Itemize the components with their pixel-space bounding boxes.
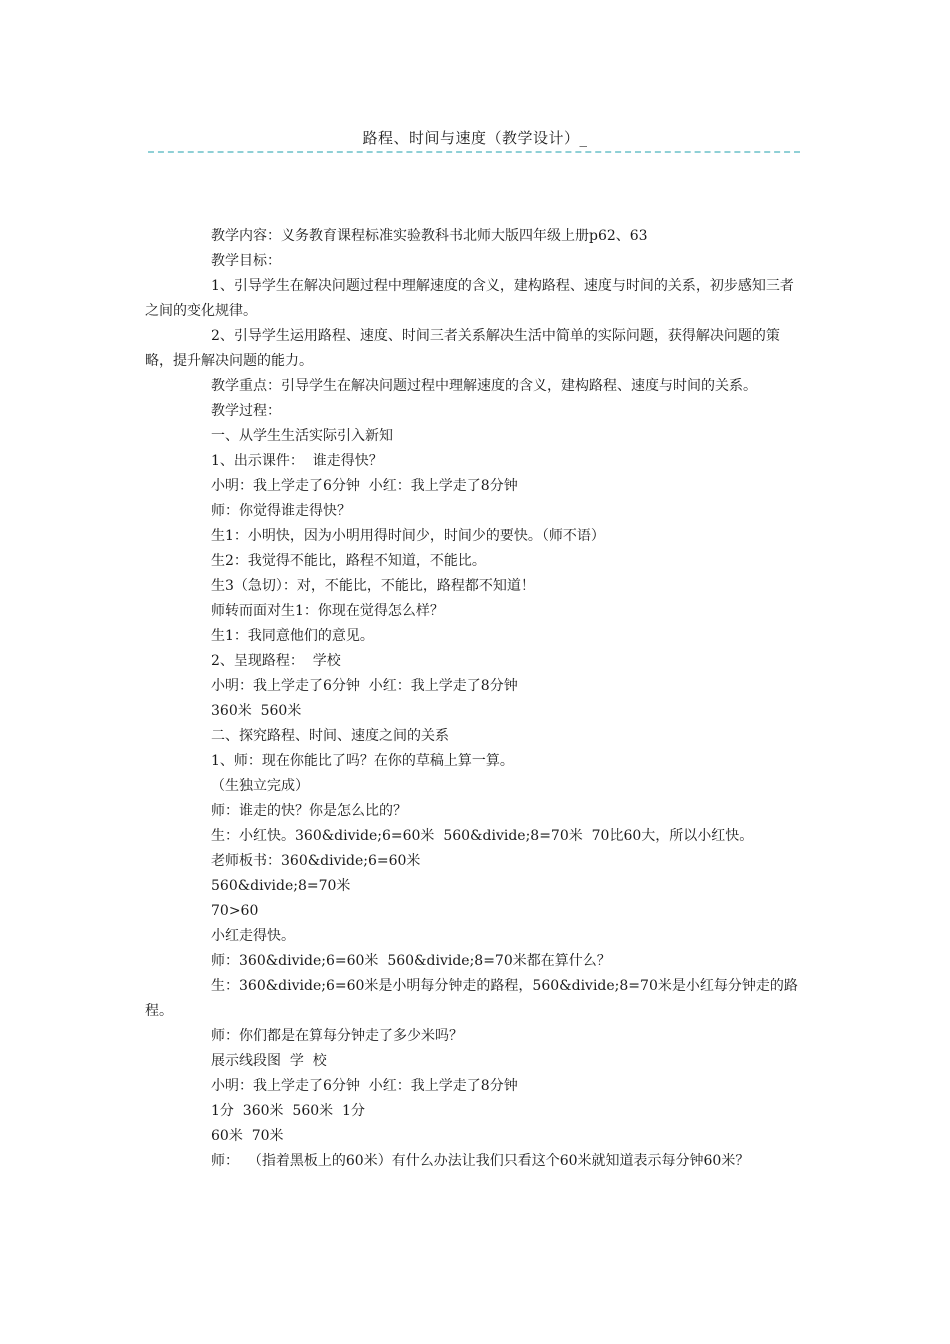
paragraph: 1、引导学生在解决问题过程中理解速度的含义，建构路程、速度与时间的关系，初步感知三者之间的变化规律。 bbox=[145, 278, 794, 319]
paragraph: 生：小红快。360&divide;6=60米 560&divide;8=70米 70比60大，所以小红快。 bbox=[211, 828, 754, 844]
paragraph: 二、探究路程、时间、速度之间的关系 bbox=[211, 728, 449, 744]
paragraph: 一、从学生生活实际引入新知 bbox=[211, 428, 393, 444]
paragraph: 教学重点：引导学生在解决问题过程中理解速度的含义，建构路程、速度与时间的关系。 bbox=[211, 378, 757, 394]
paragraph: 老师板书：360&divide;6=60米 bbox=[211, 853, 421, 869]
paragraph: 教学过程： bbox=[211, 403, 281, 419]
paragraph: 师：你们都是在算每分钟走了多少米吗？ bbox=[211, 1028, 463, 1044]
paragraph: 1、出示课件： 谁走得快？ bbox=[211, 453, 383, 469]
paragraph: 生：360&divide;6=60米是小明每分钟走的路程，560&divide;8=70米是小红每分钟走的路程。 bbox=[145, 978, 798, 1019]
paragraph: 小明：我上学走了6分钟 小红：我上学走了8分钟 bbox=[211, 1078, 518, 1094]
paragraph: 师：你觉得谁走得快？ bbox=[211, 503, 351, 519]
paragraph: 2、引导学生运用路程、速度、时间三者关系解决生活中简单的实际问题，获得解决问题的策略，提升解决问题的能力。 bbox=[145, 328, 780, 369]
paragraph: 展示线段图 学 校 bbox=[211, 1053, 327, 1069]
paragraph: 1分 360米 560米 1分 bbox=[211, 1103, 365, 1119]
document-body bbox=[145, 224, 805, 1174]
paragraph: 师转而面对生1：你现在觉得怎么样？ bbox=[211, 603, 444, 619]
title-divider bbox=[148, 151, 800, 153]
paragraph: 60米 70米 bbox=[211, 1128, 284, 1144]
paragraph: （生独立完成） bbox=[211, 778, 309, 794]
paragraph: 教学目标： bbox=[211, 253, 281, 269]
paragraph: 70>60 bbox=[211, 903, 259, 919]
paragraph: 2、呈现路程： 学校 bbox=[211, 653, 341, 669]
paragraph: 小明：我上学走了6分钟 小红：我上学走了8分钟 bbox=[211, 678, 518, 694]
paragraph: 小红走得快。 bbox=[211, 928, 295, 944]
paragraph: 师： （指着黑板上的60米）有什么办法让我们只看这个60米就知道表示每分钟60米？ bbox=[211, 1153, 750, 1169]
paragraph: 1、师：现在你能比了吗？在你的草稿上算一算。 bbox=[211, 753, 514, 769]
paragraph: 生1：我同意他们的意见。 bbox=[211, 628, 374, 644]
paragraph: 560&divide;8=70米 bbox=[211, 878, 351, 894]
paragraph: 生1：小明快，因为小明用得时间少，时间少的要快。（师不语） bbox=[211, 528, 605, 544]
paragraph: 师：谁走的快？你是怎么比的？ bbox=[211, 803, 407, 819]
paragraph: 360米 560米 bbox=[211, 703, 302, 719]
document-title: 路程、时间与速度（教学设计）_ bbox=[362, 129, 588, 147]
paragraph: 生3（急切）：对，不能比，不能比，路程都不知道！ bbox=[211, 578, 535, 594]
paragraph: 生2：我觉得不能比，路程不知道，不能比。 bbox=[211, 553, 486, 569]
paragraph: 教学内容：义务教育课程标准实验教科书北师大版四年级上册p62、63 bbox=[211, 228, 648, 244]
paragraph: 师：360&divide;6=60米 560&divide;8=70米都在算什么？ bbox=[211, 953, 611, 969]
paragraph: 小明：我上学走了6分钟 小红：我上学走了8分钟 bbox=[211, 478, 518, 494]
